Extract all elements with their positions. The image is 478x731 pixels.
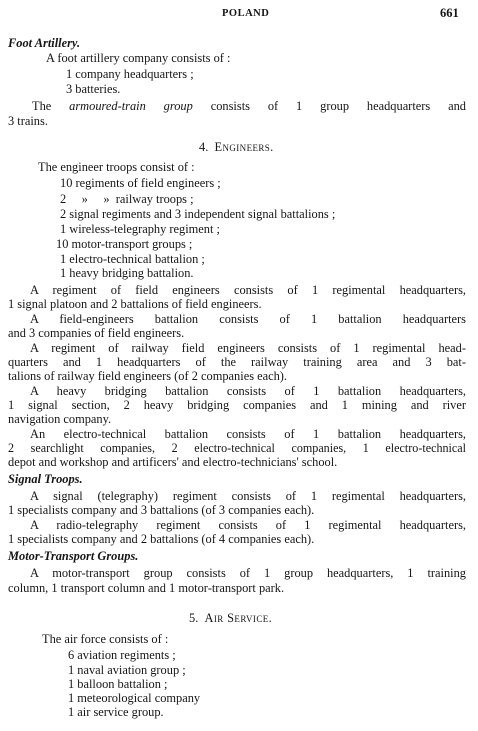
engineers-intro: The engineer troops consist of : [38,160,195,174]
armoured-pre: The [32,99,70,113]
air-service-list-item: 1 balloon battalion ; [68,677,168,691]
foot-artillery-intro: A foot artillery company consists of : [46,51,231,65]
foot-artillery-item: 3 batteries. [66,82,121,96]
engineers-list-item: 1 heavy bridging battalion. [60,266,194,280]
running-title: POLAND [222,8,270,19]
armoured-post: consists of 1 group headquarters and [192,99,466,113]
page-number: 661 [440,6,459,20]
air-service-section-heading [189,611,272,625]
engineers-list-item: 1 electro-technical battalion ; [60,252,205,266]
air-service-list-item: 1 meteorological company [68,691,201,705]
signal-troops-heading: Signal Troops. [8,472,83,486]
engineers-list-item: 2 » » railway troops ; [60,192,194,206]
engineers-list-item: 10 motor-transport groups ; [56,237,193,251]
engineers-paragraph-line: quarters and 1 headquarters of the railway training area and 3 bat- [8,355,466,369]
foot-artillery-item: 1 company headquarters ; [66,67,194,81]
engineers-section-heading [199,140,274,154]
motor-transport-paragraph-line: column, 1 transport column and 1 motor-transport park. [8,581,285,595]
armoured-train-cont: 3 trains. [8,114,48,128]
engineers-list-item: 2 signal regiments and 3 independent signal battalions ; [60,207,336,221]
engineers-paragraph-line: navigation company. [8,412,112,426]
air-service-intro: The air force consists of : [42,632,169,646]
engineers-paragraph-line: 2 searchlight companies, 2 electro-technical companies, 1 electro-technical [8,441,466,455]
engineers-paragraph-line: An electro-technical battalion consists of 1 battalion headquarters, [30,427,466,441]
section-number: 4. [199,140,209,154]
motor-transport-heading: Motor-Transport Groups. [8,549,139,563]
engineers-paragraph-line: depot and workshop and artificers' and electro-technicians' school. [8,455,338,469]
engineers-paragraph-line: A heavy bridging battalion consists of 1 battalion headquarters, [30,384,466,398]
engineers-paragraph-line: talions of railway field engineers (of 2 companies each). [8,369,288,383]
engineers-list-item: 10 regiments of field engineers ; [60,176,221,190]
signal-paragraph-line: 1 specialists company and 3 battalions (of 3 companies each). [8,503,315,517]
armoured-train-term: armoured-train group [69,99,193,113]
engineers-paragraph-line: A field-engineers battalion consists of 1 battalion headquarters [30,312,466,326]
air-service-list-item: 1 air service group. [68,705,164,719]
section-number: 5. [189,611,199,625]
engineers-list-item: 1 wireless-telegraphy regiment ; [60,222,220,236]
signal-paragraph-line: A signal (telegraphy) regiment consists of 1 regimental headquarters, [30,489,466,503]
engineers-paragraph-line: A regiment of field engineers consists of 1 regimental headquarters, [30,283,466,297]
air-service-list-item: 6 aviation regiments ; [68,648,176,662]
engineers-paragraph-line: and 3 companies of field engineers. [8,326,185,340]
motor-transport-paragraph-line: A motor-transport group consists of 1 group headquarters, 1 training [30,566,466,580]
engineers-paragraph-line: 1 signal platoon and 2 battalions of field engineers. [8,297,262,311]
signal-paragraph-line: A radio-telegraphy regiment consists of 1 regimental headquarters, [30,518,466,532]
signal-paragraph-line: 1 specialists company and 2 battalions (of 4 companies each). [8,532,315,546]
engineers-paragraph-line: A regiment of railway field engineers consists of 1 regimental head- [30,341,466,355]
section-title: Air Service. [204,611,273,625]
foot-artillery-heading: Foot Artillery. [8,36,81,50]
armoured-train-paragraph [32,99,466,113]
engineers-paragraph-line: 1 signal section, 2 heavy bridging companies and 1 mining and river [8,398,466,412]
section-title: Engineers. [214,140,274,154]
air-service-list-item: 1 naval aviation group ; [68,663,186,677]
